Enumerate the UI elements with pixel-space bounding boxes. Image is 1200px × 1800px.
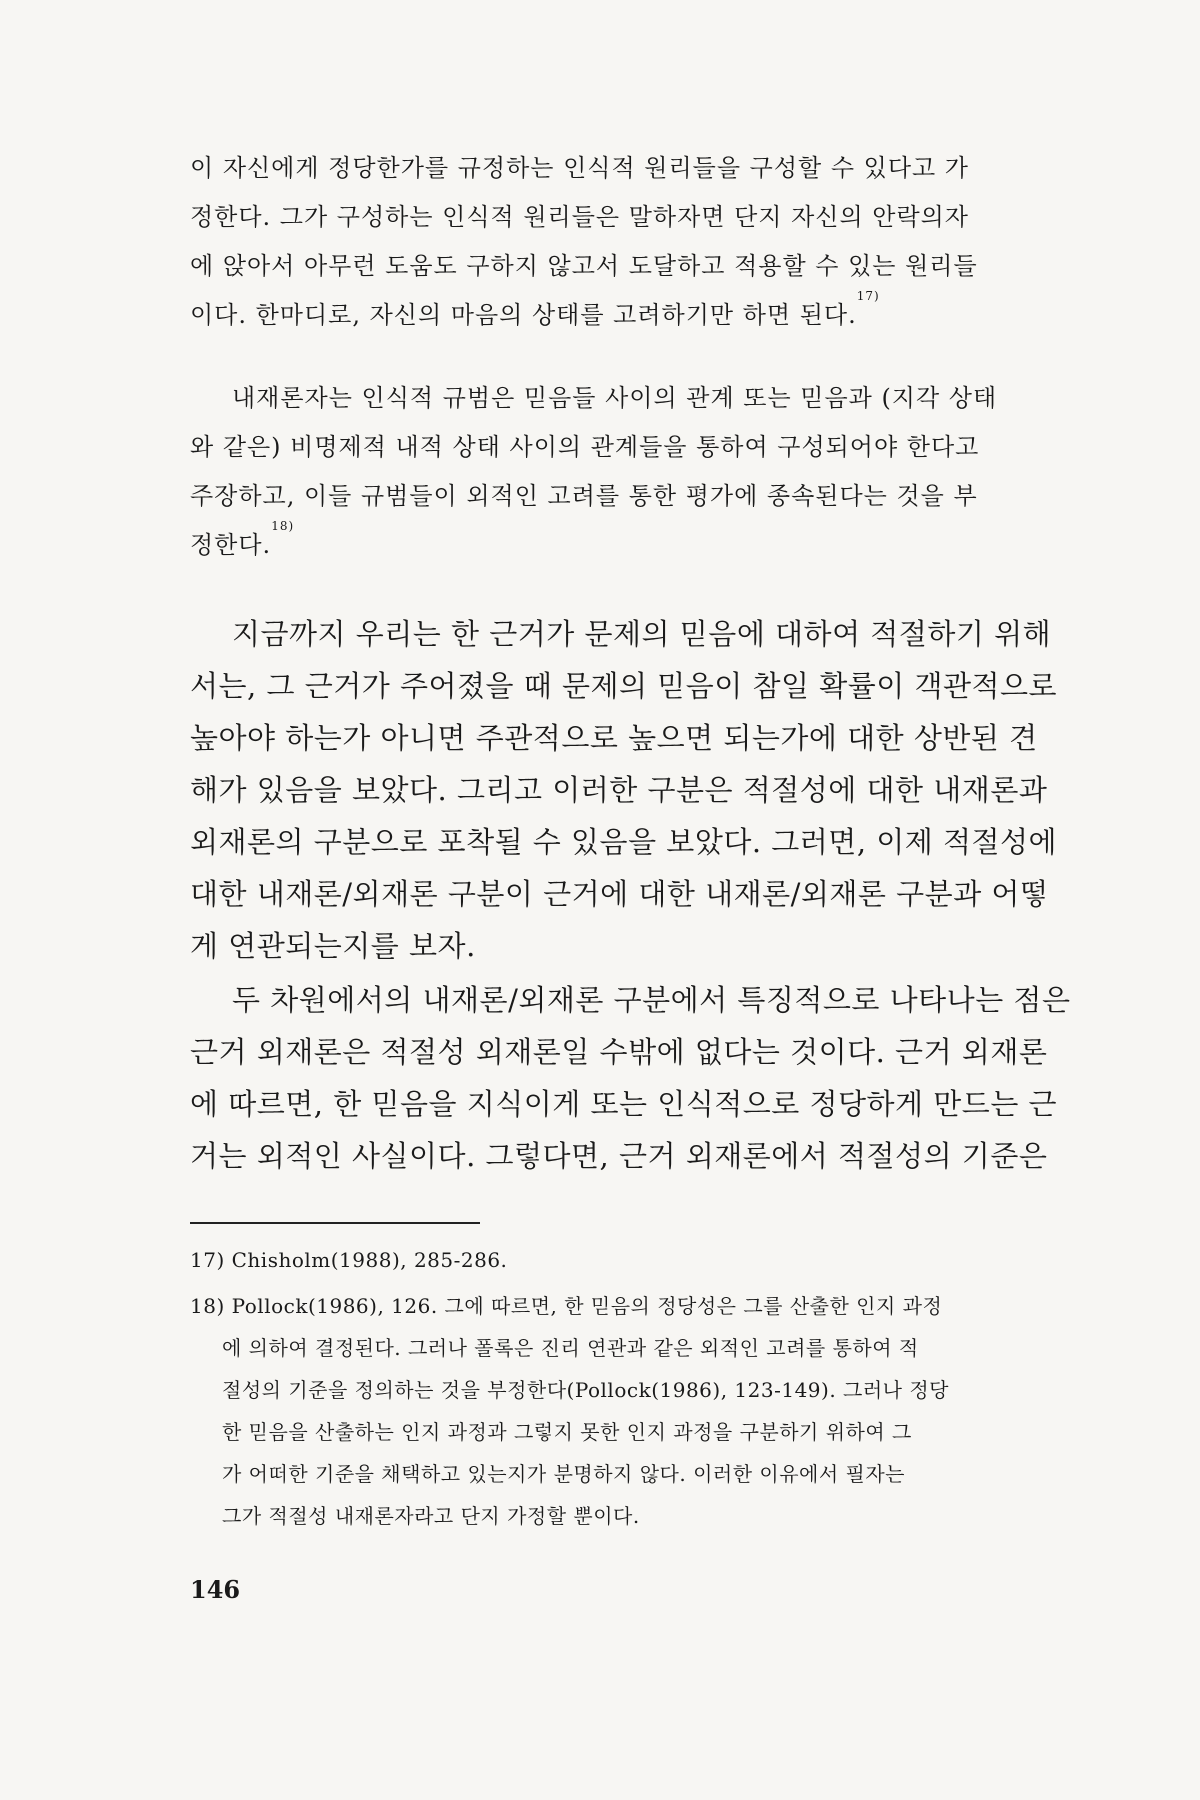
page-number: 146 xyxy=(190,1575,241,1604)
para3-line-3: 높아야 하는가 아니면 주관적으로 높으면 되는가에 대한 상반된 견 xyxy=(190,721,1038,755)
footnote-18-line-5: 가 어떠한 기준을 채택하고 있는지가 분명하지 않다. 이러한 이유에서 필자는 xyxy=(222,1462,905,1486)
para3-line-2: 서는, 그 근거가 주어졌을 때 문제의 믿음이 참일 확률이 객관적으로 xyxy=(190,669,1058,703)
footnote-18-line-1: 18) Pollock(1986), 126. 그에 따르면, 한 믿음의 정당성은 그를 산출한 인지 과정 xyxy=(190,1294,943,1318)
para3-line-7: 게 연관되는지를 보자. xyxy=(190,929,476,963)
footnote-ref-18: 18) xyxy=(271,519,295,533)
para2-line-4 xyxy=(190,519,295,560)
para3-line-6: 대한 내재론/외재론 구분이 근거에 대한 내재론/외재론 구분과 어떻 xyxy=(190,877,1049,911)
para2-line-2: 와 같은) 비명제적 내적 상태 사이의 관계들을 통하여 구성되어야 한다고 xyxy=(190,433,980,461)
para2-line-1: 내재론자는 인식적 규범은 믿음들 사이의 관계 또는 믿음과 (지각 상태 xyxy=(232,384,998,412)
para2-line-4-text: 정한다. xyxy=(190,531,272,559)
footnote-ref-17: 17) xyxy=(856,289,880,303)
footnote-18-line-2: 에 의하여 결정된다. 그러나 폴록은 진리 연관과 같은 외적인 고려를 통하여 적 xyxy=(222,1336,919,1360)
footnote-17: 17) Chisholm(1988), 285-286. xyxy=(190,1248,508,1272)
para4-line-3: 에 따르면, 한 믿음을 지식이게 또는 인식적으로 정당하게 만드는 근 xyxy=(190,1087,1058,1121)
para3-line-1: 지금까지 우리는 한 근거가 문제의 믿음에 대하여 적절하기 위해 xyxy=(232,617,1052,651)
para4-line-4: 거는 외적인 사실이다. 그렇다면, 근거 외재론에서 적절성의 기준은 xyxy=(190,1139,1048,1173)
footnote-rule xyxy=(190,1222,480,1224)
para4-line-1: 두 차원에서의 내재론/외재론 구분에서 특징적으로 나타나는 점은 xyxy=(232,983,1071,1017)
footnote-18-line-6: 그가 적절성 내재론자라고 단지 가정할 뿐이다. xyxy=(222,1504,640,1528)
para1-line-1: 이 자신에게 정당한가를 규정하는 인식적 원리들을 구성할 수 있다고 가 xyxy=(190,154,969,182)
footnote-18-line-4: 한 믿음을 산출하는 인지 과정과 그렇지 못한 인지 과정을 구분하기 위하여 그 xyxy=(222,1420,912,1444)
para3-line-4: 해가 있음을 보았다. 그리고 이러한 구분은 적절성에 대한 내재론과 xyxy=(190,773,1048,807)
para1-line-4 xyxy=(190,289,880,330)
para1-line-4-text: 이다. 한마디로, 자신의 마음의 상태를 고려하기만 하면 된다. xyxy=(190,301,857,329)
para3-line-5: 외재론의 구분으로 포착될 수 있음을 보았다. 그러면, 이제 적절성에 xyxy=(190,825,1058,859)
para2-line-3: 주장하고, 이들 규범들이 외적인 고려를 통한 평가에 종속된다는 것을 부 xyxy=(190,482,978,510)
para4-line-2: 근거 외재론은 적절성 외재론일 수밖에 없다는 것이다. 근거 외재론 xyxy=(190,1035,1048,1069)
footnote-18-line-3: 절성의 기준을 정의하는 것을 부정한다(Pollock(1986), 123-149). 그러나 정당 xyxy=(222,1378,949,1402)
para1-line-2: 정한다. 그가 구성하는 인식적 원리들은 말하자면 단지 자신의 안락의자 xyxy=(190,203,969,231)
para1-line-3: 에 앉아서 아무런 도움도 구하지 않고서 도달하고 적용할 수 있는 원리들 xyxy=(190,252,978,280)
